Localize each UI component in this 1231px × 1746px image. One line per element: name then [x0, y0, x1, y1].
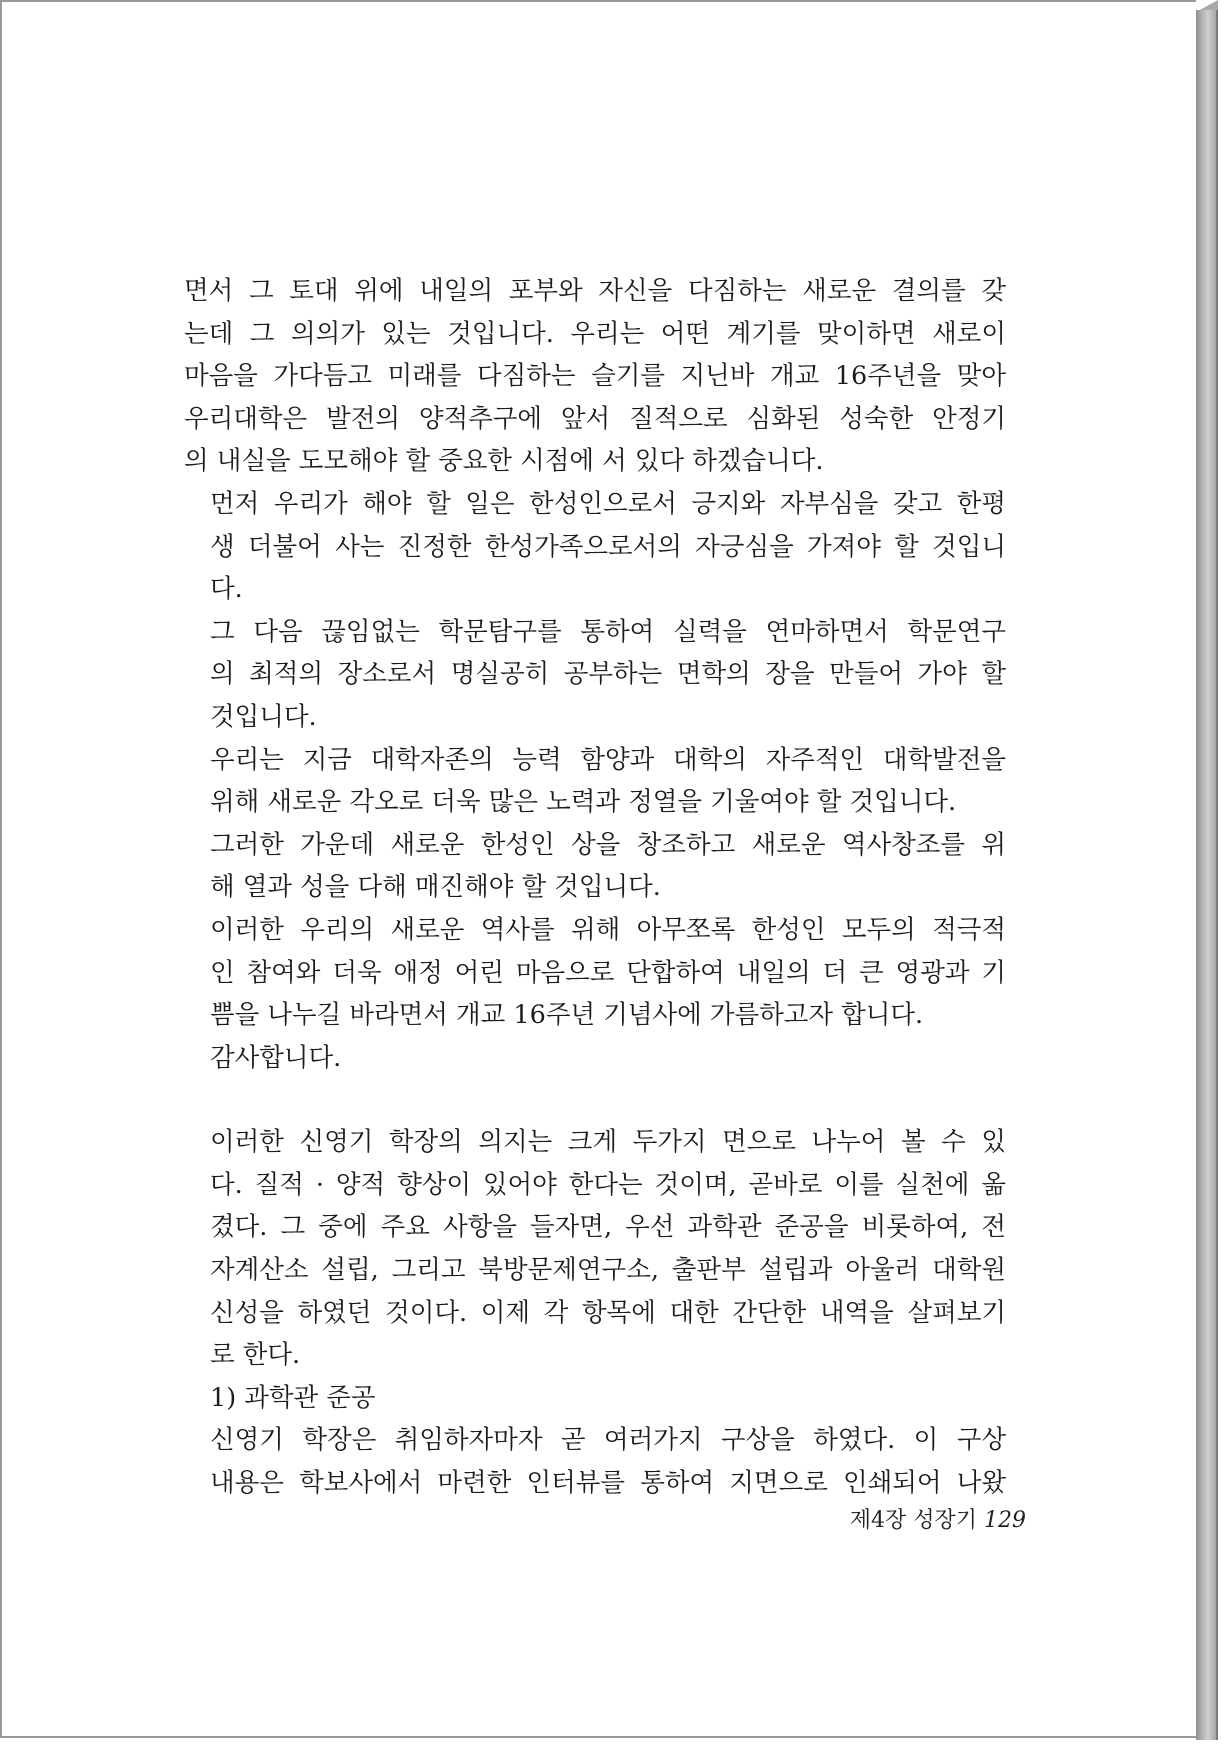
paragraph-5 [184, 824, 1006, 909]
text-line: 면서 그 토대 위에 내일의 포부와 자신을 다짐하는 새로운 결의를 갖 [184, 276, 1006, 306]
text-line: 위해 새로운 각오로 더욱 많은 노력과 정열을 기울여야 할 것입니다. [210, 787, 957, 818]
text-line: 신영기 학장은 취임하자마자 곧 여러가지 구상을 하였다. 이 구상 [210, 1425, 1006, 1456]
text-line: 먼저 우리가 해야 할 일은 한성인으로서 긍지와 자부심을 갖고 한평 [210, 488, 1006, 519]
page-footer [850, 1503, 1026, 1534]
paragraph-7 [184, 1037, 1006, 1080]
text-line: 내용은 학보사에서 마련한 인터뷰를 통하여 지면으로 인쇄되어 나왔 [210, 1468, 1006, 1499]
text-line: 마음을 가다듬고 미래를 다짐하는 슬기를 지닌바 개교 16주년을 맞아 [184, 361, 1006, 392]
section-heading [184, 1377, 1006, 1420]
text-line: 다. 질적 · 양적 향상이 있어야 한다는 것이며, 곧바로 이를 실천에 옮 [210, 1169, 1006, 1200]
text-line: 이러한 신영기 학장의 의지는 크게 두가지 면으로 나누어 볼 수 있 [210, 1127, 1006, 1158]
text-line: 자계산소 설립, 그리고 북방문제연구소, 출판부 설립과 아울러 대학원 [210, 1255, 1006, 1286]
text-line: 생 더불어 사는 진정한 한성가족으로서의 자긍심을 가져야 할 것입니 [210, 531, 1006, 562]
text-line: 는데 그 의의가 있는 것입니다. 우리는 어떤 계기를 맞이하면 새로이 [184, 318, 1006, 349]
text-line: 겼다. 그 중에 주요 사항을 들자면, 우선 과학관 준공을 비롯하여, 전 [210, 1212, 1006, 1243]
paragraph-2 [184, 483, 1006, 611]
text-line: 로 한다. [210, 1340, 301, 1371]
chapter-title: 제4장 성장기 [849, 1508, 977, 1533]
paragraph-9 [184, 1419, 1006, 1504]
text-line: 다. [210, 574, 243, 605]
text-line: 1) 과학관 준공 [210, 1382, 376, 1413]
text-line: 우리는 지금 대학자존의 능력 함양과 대학의 자주적인 대학발전을 [210, 744, 1006, 775]
text-line: 그 다음 끊임없는 학문탐구를 통하여 실력을 연마하면서 학문연구 [210, 616, 1006, 647]
page-stack-edge [1196, 10, 1218, 1740]
page-number: 129 [984, 1508, 1026, 1533]
body-text [184, 270, 1006, 1505]
text-line: 인 참여와 더욱 애정 어린 마음으로 단합하여 내일의 더 큰 영광과 기 [210, 957, 1006, 988]
paragraph-6 [184, 909, 1006, 1037]
paragraph-3 [184, 611, 1006, 739]
paragraph-1 [184, 270, 1006, 483]
text-line: 것입니다. [210, 701, 317, 732]
text-line: 의 내실을 도모해야 할 중요한 시점에 서 있다 하겠습니다. [184, 446, 824, 477]
paragraph-8 [184, 1121, 1006, 1377]
text-line: 우리대학은 발전의 양적추구에 앞서 질적으로 심화된 성숙한 안정기 [184, 403, 1006, 434]
paragraph-4 [184, 739, 1006, 824]
text-line: 이러한 우리의 새로운 역사를 위해 아무쪼록 한성인 모두의 적극적 [210, 914, 1006, 945]
text-line: 해 열과 성을 다해 매진해야 할 것입니다. [210, 872, 661, 903]
text-line: 그러한 가운데 새로운 한성인 상을 창조하고 새로운 역사창조를 위 [210, 829, 1006, 860]
text-line: 의 최적의 장소로서 명실공히 공부하는 면학의 장을 만들어 가야 할 [210, 659, 1006, 690]
text-line: 쁨을 나누길 바라면서 개교 16주년 기념사에 가름하고자 합니다. [210, 1000, 924, 1031]
text-line: 감사합니다. [210, 1042, 342, 1073]
text-line: 신성을 하였던 것이다. 이제 각 항목에 대한 간단한 내역을 살펴보기 [210, 1297, 1006, 1328]
